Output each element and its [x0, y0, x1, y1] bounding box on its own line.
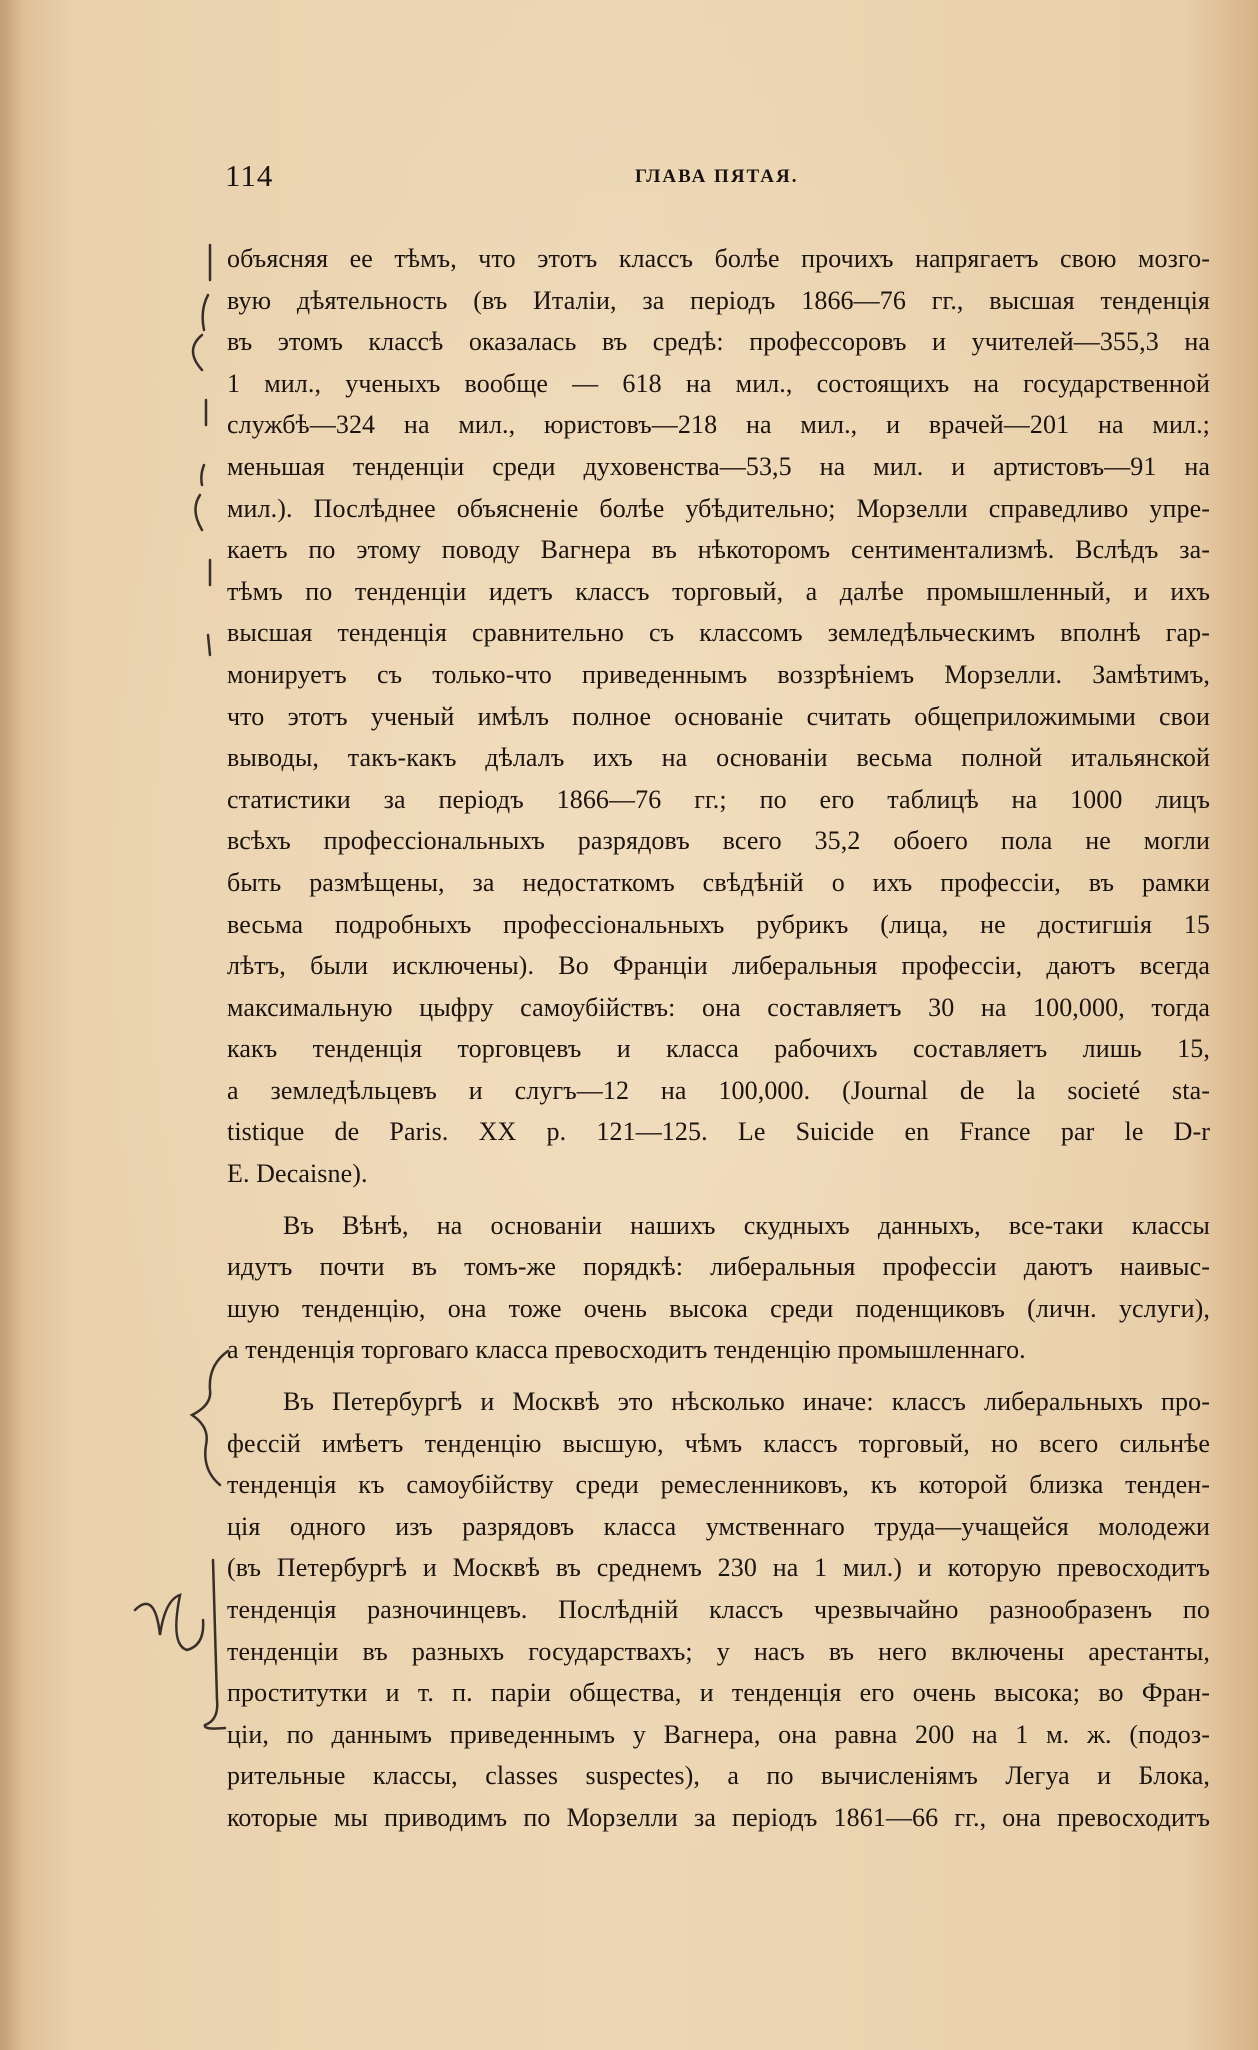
text-line: тенденціи въ разныхъ государствахъ; у насъ въ него включены арестанты,: [227, 1636, 1210, 1666]
text-line: идутъ почти въ томъ-же порядкѣ: либеральныя профессіи даютъ наивыс-: [227, 1252, 1210, 1282]
text-line: Въ Петербургѣ и Москвѣ это нѣсколько иначе: классъ либеральныхъ про-: [283, 1387, 1210, 1417]
text-line: рительные классы, classes suspectes), а по вычисленіямъ Легуа и Блока,: [227, 1761, 1210, 1791]
text-line: каетъ по этому поводу Вагнера въ нѣкоторомъ сентиментализмѣ. Вслѣдъ за-: [227, 535, 1210, 565]
text-line: весьма подробныхъ профессіональныхъ рубрикъ (лица, не достигшія 15: [227, 909, 1210, 939]
text-line: статистики за періодъ 1866—76 гг.; по его таблицѣ на 1000 лицъ: [227, 784, 1210, 814]
text-line: какъ тенденція торговцевъ и класса рабочихъ составляетъ лишь 15,: [227, 1034, 1210, 1064]
paragraph: [227, 1381, 1210, 1839]
text-line: меньшая тенденціи среди духовенства—53,5 на мил. и артистовъ—91 на: [227, 451, 1210, 481]
text-line: шую тенденцію, она тоже очень высока среди поденщиковъ (личн. услуги),: [227, 1293, 1210, 1323]
paragraph: [227, 238, 1210, 1195]
text-line: ціи, по даннымъ приведеннымъ у Вагнера, она равна 200 на 1 м. ж. (подоз-: [227, 1719, 1210, 1749]
text-line: ція одного изъ разрядовъ класса умственнаго труда—учащейся молодежи: [227, 1511, 1210, 1541]
text-line: быть размѣщены, за недостаткомъ свѣдѣній о ихъ профессіи, въ рамки: [227, 867, 1210, 897]
margin-brace-mark: [180, 1345, 240, 1490]
text-line: (въ Петербургѣ и Москвѣ въ среднемъ 230 на 1 мил.) и которую превосходитъ: [227, 1553, 1210, 1583]
text-line: Въ Вѣнѣ, на основаніи нашихъ скудныхъ данныхъ, все-таки классы: [283, 1210, 1210, 1240]
text-line: мил.). Послѣднее объясненіе болѣе убѣдительно; Морзелли справедливо упре-: [227, 493, 1210, 523]
text-line: проститутки и т. п. паріи общества, и тенденція его очень высока; во Фран-: [227, 1678, 1210, 1708]
text-line: tistique de Paris. XX p. 121—125. Le Suicide en France par le D-r: [227, 1117, 1210, 1147]
text-line: высшая тенденція сравнительно съ классомъ земледѣльческимъ вполнѣ гар-: [227, 618, 1210, 648]
text-line: службѣ—324 на мил., юристовъ—218 на мил., и врачей—201 на мил.;: [227, 410, 1210, 440]
text-line: тенденція разночинцевъ. Послѣдній классъ чрезвычайно разнообразенъ по: [227, 1595, 1210, 1624]
body-text: [227, 238, 1210, 1839]
margin-handwritten-mark: [125, 1550, 235, 1730]
text-line: 1 мил., ученыхъ вообще — 618 на мил., состоящихъ на государственной: [227, 368, 1210, 398]
paragraph: [227, 1205, 1210, 1371]
text-line: E. Decaisne).: [227, 1159, 368, 1189]
text-line: лѣтъ, были исключены). Во Франціи либеральныя профессіи, даютъ всегда: [227, 951, 1210, 981]
running-head: ГЛАВА ПЯТАЯ.: [635, 166, 799, 187]
text-line: а земледѣльцевъ и слугъ—12 на 100,000. (Journal de la societé sta-: [227, 1075, 1210, 1105]
text-line: вую дѣятельность (въ Италіи, за періодъ 1866—76 гг., высшая тенденція: [227, 285, 1210, 315]
text-line: что этотъ ученый имѣлъ полное основаніе считать общеприложимыми свои: [227, 701, 1210, 731]
page-edge-shadow: [0, 0, 24, 2050]
text-line: въ этомъ классѣ оказалась въ средѣ: профессоровъ и учителей—355,3 на: [227, 327, 1210, 357]
text-line: объясняя ее тѣмъ, что этотъ классъ болѣе прочихъ напрягаетъ свою мозго-: [227, 244, 1210, 273]
text-line: тѣмъ по тенденціи идетъ классъ торговый, а далѣе промышленный, и ихъ: [227, 576, 1210, 606]
page-header: [225, 158, 1210, 198]
text-line: всѣхъ профессіональныхъ разрядовъ всего 35,2 обоего пола не могли: [227, 826, 1210, 856]
text-line: выводы, такъ-какъ дѣлалъ ихъ на основаніи весьма полной итальянской: [227, 743, 1210, 773]
text-line: монируетъ съ только-что приведеннымъ воззрѣніемъ Морзелли. Замѣтимъ,: [227, 659, 1210, 689]
margin-bracket-mark: [180, 240, 230, 660]
text-line: а тенденція торговаго класса превосходитъ тенденцію промышленнаго.: [227, 1335, 1026, 1365]
text-line: тенденція къ самоубійству среди ремесленниковъ, къ которой близка тенден-: [227, 1470, 1210, 1500]
text-line: фессій имѣетъ тенденцію высшую, чѣмъ классъ торговый, но всего сильнѣе: [227, 1428, 1210, 1458]
page-number: 114: [225, 158, 274, 193]
text-line: максимальную цыфру самоубійствъ: она составляетъ 30 на 100,000, тогда: [227, 992, 1210, 1022]
text-line: которые мы приводимъ по Морзелли за періодъ 1861—66 гг., она превосходитъ: [227, 1802, 1210, 1832]
